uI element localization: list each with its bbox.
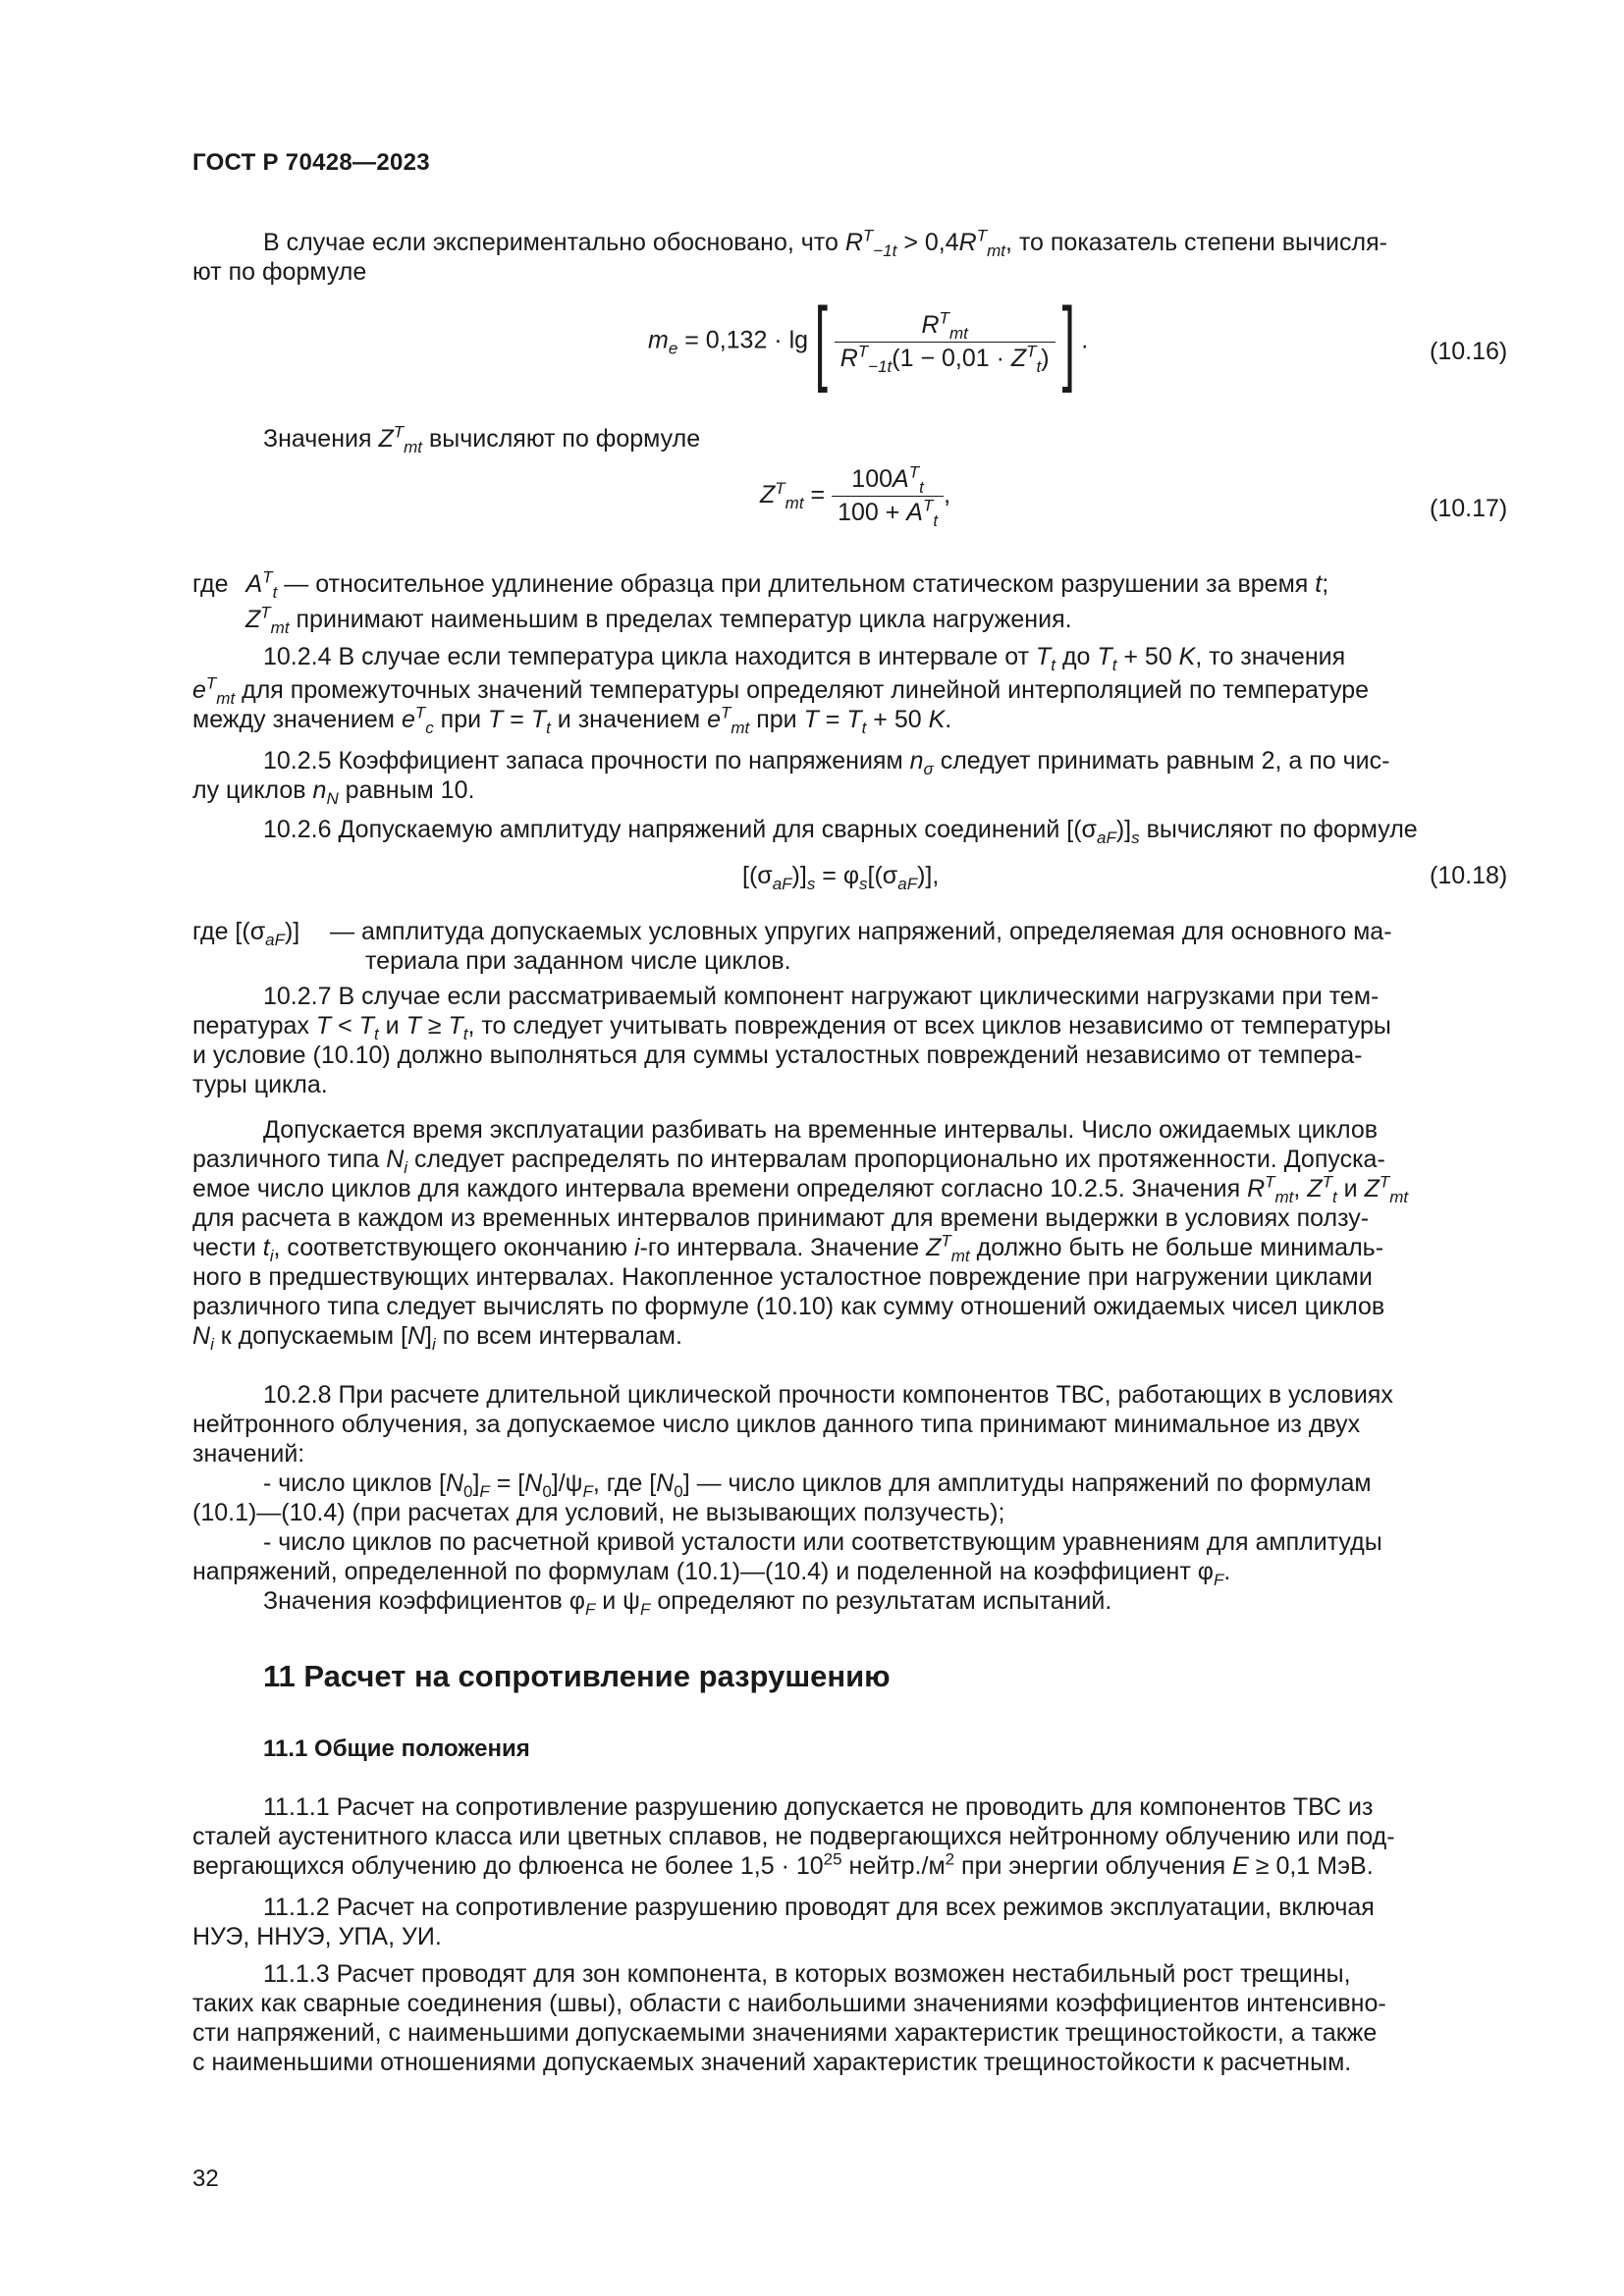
text-run: 10.2.4 В случае если температура цикла находится в интервале от [263,643,1036,670]
symbol: T [1097,643,1112,670]
text-run: Значения [263,425,379,453]
symbol: F [1213,1571,1224,1589]
text-run: где [(σ [192,918,266,945]
denominator [832,496,944,530]
text-run: = [503,706,531,733]
text-run: по всем интервалам. [435,1322,682,1350]
text-line: 11.1.1 Расчет на сопротивление разрушению допускается не проводить для компонентов ТВС из [263,1793,1374,1821]
text-line: и условие (10.10) должно выполняться для суммы усталостных повреждений независимо от темпера- [192,1041,1363,1069]
paragraph-11-1-3 [192,1959,1524,2077]
symbol: s [1131,828,1140,847]
text-run: = φ [815,862,860,889]
symbol: T [857,342,869,361]
equation-10-16 [648,289,1089,394]
exponent: 25 [823,1849,842,1869]
symbol: T [775,478,785,498]
text-run: равным 10. [338,776,475,804]
symbol: E [1232,1852,1249,1880]
symbol: i [431,1335,436,1354]
text-run: и ψ [595,1587,641,1615]
symbol: i [633,1234,640,1261]
symbol: T [358,1012,374,1040]
text-run: , соответствующего окончанию [273,1234,634,1261]
text-run: = 0,132 · lg [677,326,809,354]
symbol: T [862,226,874,245]
symbol: t [933,511,939,530]
symbol: N [524,1469,543,1497]
symbol: F [640,1600,651,1619]
text-line: таких как сварные соединения (швы), области с наибольшими значениями коэффициентов интенсивно- [192,1990,1386,2017]
text-run: 100 [851,465,893,493]
symbol: aF [897,875,918,893]
symbol: aF [1097,828,1116,847]
symbol: T [488,706,504,733]
symbol: T [406,1012,421,1040]
symbol: t [262,1234,270,1261]
symbol: T [846,706,862,733]
symbol: mt [270,618,290,637]
text-line: ного в предшествующих интервалах. Накопленное усталостное повреждение при нагружении циклами [192,1263,1373,1291]
equation-10-18 [742,862,940,893]
symbol: T [908,462,920,482]
symbol: t [546,719,551,737]
symbol: T [1265,1172,1275,1192]
symbol: F [582,1482,593,1501]
numerator [835,308,1056,343]
symbol: aF [265,931,285,949]
symbol: i [210,1335,214,1354]
symbol: c [425,719,434,737]
text-run: следует принимать равным 2, а по чис- [933,747,1390,774]
symbol: T [976,226,988,245]
symbol: 0 [542,1482,552,1501]
text-run: вергающихся облучению до флюенса не более 1,5 · 10 [192,1852,824,1880]
symbol: t [919,478,924,497]
text-run: (1 − 0,01 · [892,344,1011,372]
symbol: Z [245,606,261,633]
symbol: t [1331,1188,1337,1206]
symbol: −1t [868,356,893,376]
text-run: = [ [489,1469,525,1497]
symbol: T [1322,1172,1332,1192]
text-run: при [433,706,489,733]
text-line: (10.1)—(10.4) (при расчетах для условий, не вызывающих ползучесть); [192,1499,1005,1526]
text-run: )] [284,918,300,945]
symbol: K [928,706,946,733]
text-run: ) [1041,344,1050,372]
definition-z [245,603,1072,637]
symbol: T [315,1012,332,1040]
right-bracket: ] [1061,289,1075,394]
symbol: T [939,308,949,328]
text-run: + 50 [1116,643,1179,670]
symbol: T [260,603,271,622]
text-line: 11.1.2 Расчет на сопротивление разрушению проводят для всех режимов эксплуатации, включая [263,1894,1375,1921]
text-line: НУЭ, ННУЭ, УПА, УИ. [192,1923,442,1950]
z-paragraph [263,424,700,454]
text-line: нейтронного облучения, за допускаемое число циклов данного типа принимают минимальное из двух [192,1411,1361,1438]
text-run: , то следует учитывать повреждения от всех циклов независимо от температуры [467,1012,1391,1040]
symbol: N [656,1469,675,1497]
symbol: t [272,583,278,602]
exponent: 2 [945,1849,955,1869]
numerator [832,462,944,497]
equation-number: (10.18) [1430,862,1508,889]
text-line: туры цикла. [192,1071,328,1098]
text-run: -го интервала. Значение [639,1234,927,1261]
text-run: следует распределять по интервалам пропорционально их протяженности. Допуска- [407,1146,1385,1173]
text-run: и [378,1012,406,1040]
symbol: N [326,789,339,808]
symbol: A [906,499,923,526]
text-run: вычисляют по формуле [1139,816,1418,843]
paragraph-11-1-1 [192,1792,1524,1881]
symbol: t [1315,570,1323,598]
paragraph-10-2-8 [192,1380,1524,1619]
symbol: T [530,706,547,733]
text-run: — относительное удлинение образца при длительном статическом разрушении за время [277,570,1316,598]
symbol: t [1036,356,1042,376]
symbol: N [406,1322,426,1350]
text-run: ; [1322,570,1329,598]
text-run: , то значения [1195,643,1346,670]
text-run: между значением [192,706,402,733]
text-run: при [749,706,804,733]
symbol: F [584,1600,596,1619]
symbol: Z [378,425,394,453]
text-run: 10.2.6 Допускаемую амплитуду напряжений для сварных соединений [(σ [263,816,1097,843]
symbol: Z [1364,1175,1380,1202]
symbol: t [1051,656,1056,674]
symbol: i [269,1247,274,1265]
definition-sigma [192,917,300,949]
symbol: e [401,706,415,733]
symbol: A [245,570,263,598]
symbol: 0 [463,1482,473,1501]
text-run: = [818,706,847,733]
symbol: e [192,676,206,704]
intro-paragraph [192,228,1524,287]
text-line: ют по формуле [192,258,367,286]
text-run: вычисляют по формуле [422,425,701,453]
symbol: T [205,673,217,693]
symbol: m [648,326,669,354]
symbol: T [803,706,819,733]
text-run: )], [917,862,940,889]
symbol: mt [1389,1188,1409,1206]
text-run: напряжений, определенной по формулам (10.1)—(10.4) и поделенной на коэффициент φ [192,1558,1214,1585]
text-run: [(σ [742,862,773,889]
symbol: t [861,719,867,737]
symbol: T [1026,342,1037,361]
symbol: R [958,229,977,256]
text-run: + 50 [866,706,929,733]
text-run: , где [ [592,1469,657,1497]
equation-number: (10.17) [1430,495,1508,522]
text-line: Допускается время эксплуатации разбивать на временные интервалы. Число ожидаемых циклов [263,1116,1379,1144]
text-run: где [192,570,229,598]
symbol: F [479,1482,490,1501]
text-run: ] [425,1322,432,1350]
symbol: R [839,344,858,372]
text-run: Значения коэффициентов φ [263,1587,585,1615]
text-run: - число циклов [ [263,1469,446,1497]
paragraph-10-2-5 [192,746,1524,808]
symbol: 0 [674,1482,683,1501]
text-run: и значением [550,706,708,733]
text-line: сти напряжений, с наименьшими допускаемыми значениями характеристик трещиностойкости, а также [192,2019,1378,2047]
symbol: A [893,465,909,493]
symbol: K [1178,643,1196,670]
text-run: емое число циклов для каждого интервала времени определяют согласно 10.2.5. Значения [192,1175,1248,1202]
text-run: [(σ [867,862,898,889]
paragraph-10-2-6 [263,815,1418,847]
text-run: , [1293,1175,1308,1202]
text-run: . [1223,1558,1231,1585]
text-run: принимают наименьшим в пределах температур цикла нагружения. [289,606,1072,633]
symbol: t [373,1025,379,1043]
denominator [835,342,1056,376]
text-run: лу циклов [192,776,313,804]
symbol: T [448,1012,463,1040]
text-line: значений: [192,1440,305,1468]
symbol: mt [1274,1188,1294,1206]
text-line: 10.2.7 В случае если рассматриваемый компонент нагружают циклическими нагрузками при тем- [263,983,1380,1010]
symbol: −1t [873,241,897,260]
page-number: 32 [192,2165,219,2192]
symbol: mt [785,494,804,513]
symbol: Z [1010,344,1027,372]
definition-a [192,567,1329,602]
symbol: n [312,776,327,804]
text-run: < [331,1012,359,1040]
text-run: определяют по результатам испытаний. [650,1587,1112,1615]
symbol: mt [948,323,968,343]
text-run: 10.2.5 Коэффициент запаса прочности по напряжениям [263,747,910,774]
text-run: чести [192,1234,263,1261]
text-run: должно быть не больше минималь- [969,1234,1384,1261]
text-run: )] [1115,816,1132,843]
symbol: aF [772,875,792,893]
paragraph-10-2-4 [192,642,1524,737]
symbol: N [386,1146,405,1173]
symbol: mt [216,689,236,708]
symbol: T [262,567,273,587]
symbol: i [404,1158,408,1177]
text-run: В случае если экспериментально обосновано, что [263,229,845,256]
symbol: N [445,1469,463,1497]
symbol: s [859,875,868,893]
symbol: mt [950,1247,970,1265]
section-heading: 11 Расчет на сопротивление разрушению [263,1659,891,1693]
text-line: 11.1.3 Расчет проводят для зон компонента, в которых возможен нестабильный рост трещины, [263,1960,1351,1988]
equation-number: (10.16) [1430,338,1508,365]
paragraph-10-2-7 [192,982,1524,1099]
symbol: T [393,422,405,442]
text-run: для промежуточных значений температуры определяют линейной интерполяцией по температуре [235,676,1370,704]
fraction [832,462,944,530]
symbol: Z [1307,1175,1323,1202]
text-run: 100 + [838,499,907,526]
standard-header: ГОСТ Р 70428—2023 [192,149,430,176]
text-run: к допускаемым [ [213,1322,407,1350]
text-run: = [803,481,833,509]
symbol: R [921,310,940,339]
symbol: T [941,1231,951,1251]
symbol: T [922,496,934,515]
definition-sigma-text [330,917,1524,976]
symbol: T [1036,643,1052,670]
text-run: пературах [192,1012,316,1040]
text-run: , [944,481,951,509]
text-run: и [1336,1175,1365,1202]
symbol: t [462,1025,468,1043]
symbol: Z [760,481,776,509]
text-run: нейтр./м [841,1852,946,1880]
text-line: — амплитуда допускаемых условных упругих напряжений, определяемая для основного ма- [330,918,1392,945]
symbol: n [909,747,924,774]
symbol: t [1111,656,1117,674]
text-run: различного типа [192,1146,387,1173]
fraction [835,308,1056,376]
symbol: R [1247,1175,1266,1202]
symbol: e [707,706,721,733]
symbol: mt [987,241,1005,260]
text-run: , то показатель степени вычисля- [1004,229,1387,256]
symbol: T [1379,1172,1390,1192]
text-run: . [945,706,952,733]
equation-10-17 [760,462,951,530]
text-line: для расчета в каждом из временных интервалов принимают для времени выдержки в условиях ползу- [192,1204,1370,1232]
symbol: σ [923,760,934,778]
subsection-heading: 11.1 Общие положения [263,1735,530,1762]
text-line: 10.2.8 При расчете длительной циклической прочности компонентов ТВС, работающих в условиях [263,1381,1393,1409]
symbol: mt [731,719,750,737]
symbol: mt [404,438,423,456]
paragraph-11-1-2 [192,1893,1524,1951]
symbol: T [414,703,426,722]
text-run: ]/ψ [551,1469,583,1497]
text-line: с наименьшими отношениями допускаемых значений характеристик трещиностойкости к расчетным. [192,2049,1352,2076]
symbol: e [668,339,678,358]
text-line: различного типа следует вычислять по формуле (10.10) как сумму отношений ожидаемых чисел циклов [192,1293,1385,1320]
symbol: s [806,875,816,893]
text-run: ≥ [420,1012,449,1040]
text-run: ] [472,1469,480,1497]
text-run: )] [791,862,807,889]
symbol: T [720,703,731,722]
symbol: Z [926,1234,942,1261]
text-line: - число циклов по расчетной кривой усталости или соответствующим уравнениям для амплитуды [263,1528,1382,1556]
text-run: до [1056,643,1098,670]
text-run: при энергии облучения [954,1852,1233,1880]
paragraph-intervals [192,1115,1524,1354]
text-run: ≥ 0,1 МэВ. [1248,1852,1374,1880]
text-run: . [1081,326,1089,354]
text-run: ] — число циклов для амплитуды напряжений по формулам [682,1469,1372,1497]
left-bracket: [ [814,289,829,394]
text-line: териала при заданном числе циклов. [365,947,791,975]
symbol: R [844,229,863,256]
text-run: > 0,4 [896,229,959,256]
text-line: сталей аустенитного класса или цветных сплавов, не подвергающихся нейтронному облучению или под- [192,1823,1395,1850]
symbol: N [192,1322,211,1350]
